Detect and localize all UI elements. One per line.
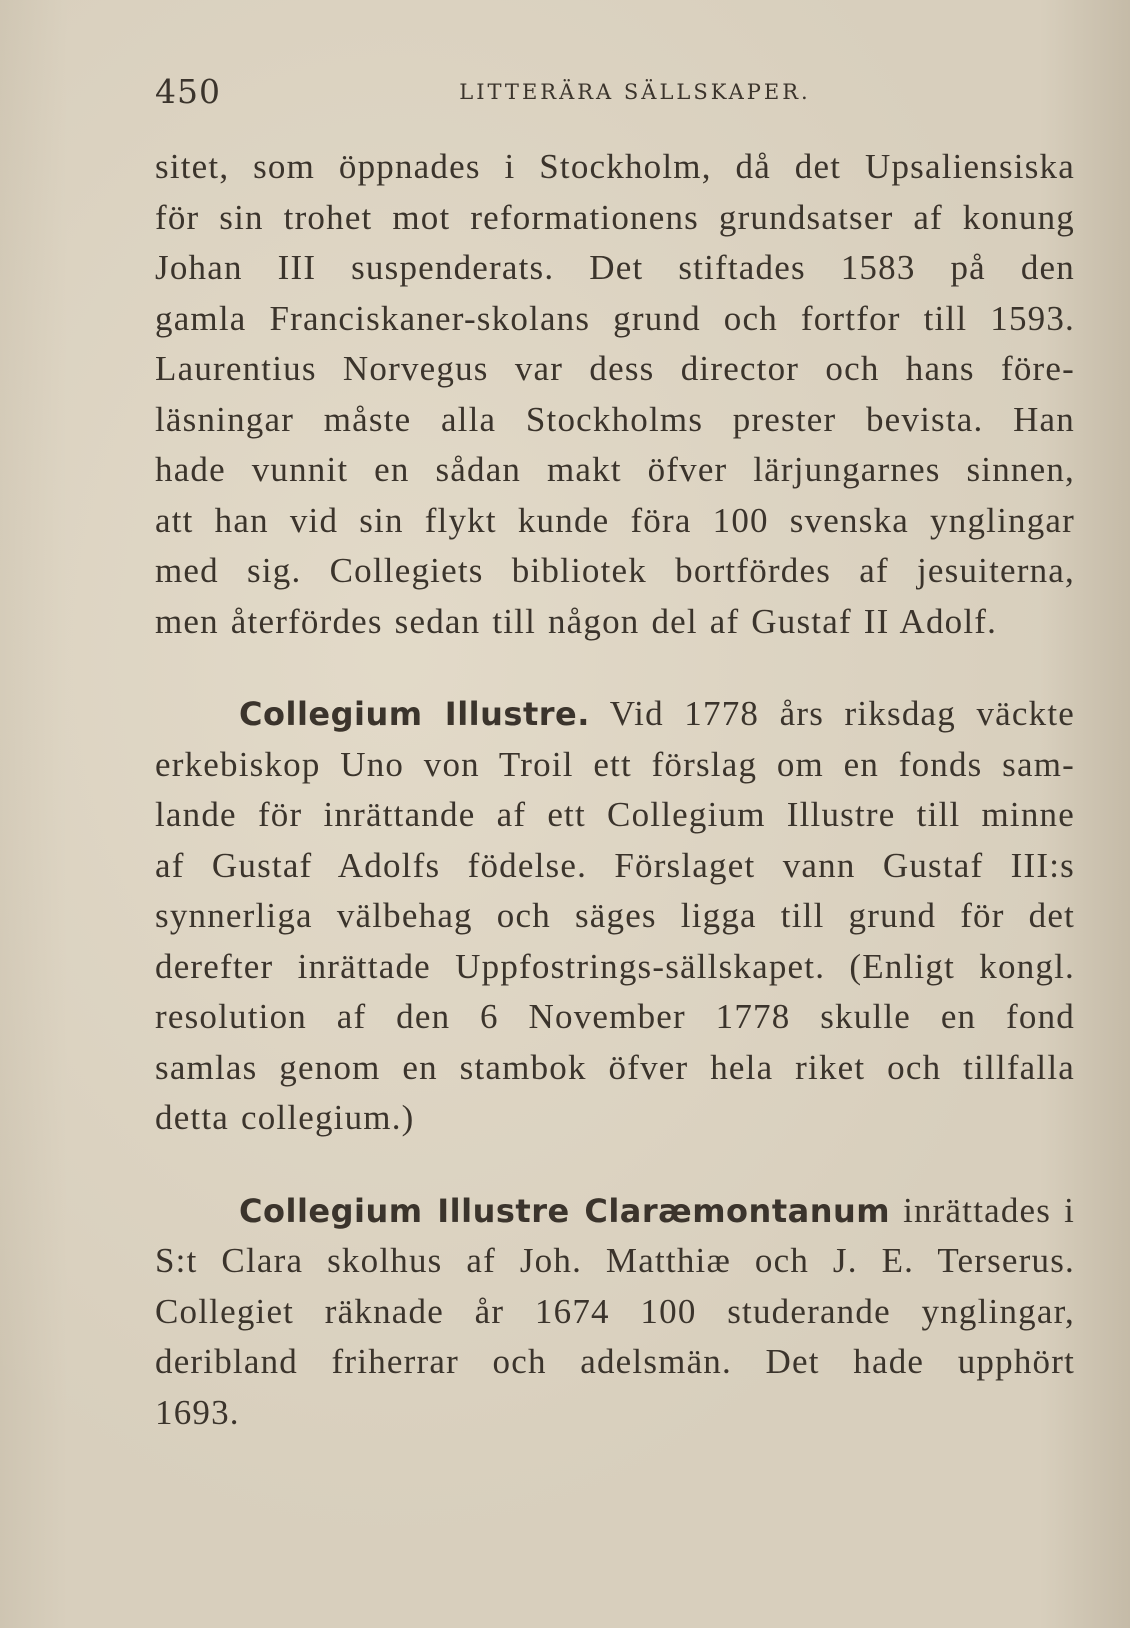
text-line-first [155, 1186, 1075, 1237]
text-line-first [155, 689, 1075, 740]
heading-continuation: Vid 1778 års riksdag väckte [609, 694, 1075, 733]
text-line: hade vunnit en sådan makt öfver lärjungarnes sinnen, [155, 450, 1075, 489]
text-line: erkebiskop Uno von Troil ett förslag om en fonds sam- [155, 744, 1075, 784]
text-line: sitet, som öppnades i Stockholm, då det Upsaliensiska [155, 147, 1075, 186]
running-head-title: LITTERÄRA SÄLLSKAPER. [459, 80, 811, 104]
paragraph-collegium-claraemontanum [155, 1186, 1075, 1439]
text-line: resolution af den 6 November 1778 skulle en fond [155, 997, 1075, 1036]
text-line: derefter inrättade Uppfostrings-sällskapet. (Enligt kongl. [155, 946, 1075, 986]
section-heading: Collegium Illustre. [239, 695, 590, 733]
page-number: 450 [155, 72, 221, 111]
text-line: att han vid sin flykt kunde föra 100 svenska ynglingar [155, 500, 1075, 540]
body-text [155, 142, 1075, 1438]
text-line: gamla Franciskaner-skolans grund och fortfor till 1593. [155, 298, 1075, 338]
text-line: af Gustaf Adolfs födelse. Förslaget vann Gustaf III:s [155, 845, 1075, 885]
heading-continuation: inrättades i [903, 1190, 1075, 1230]
text-line: deribland friherrar och adelsmän. Det hade upphört [155, 1342, 1075, 1381]
paragraph-1 [155, 142, 1075, 647]
text-line: Johan III suspenderats. Det stiftades 1583 på den [155, 248, 1075, 287]
text-line: synnerliga välbehag och säges ligga till grund för det [155, 896, 1075, 935]
text-line: detta collegium.) [155, 1098, 415, 1137]
text-line: Collegiet räknade år 1674 100 studerande ynglingar, [155, 1291, 1075, 1331]
text-line: läsningar måste alla Stockholms prester bevista. Han [155, 399, 1075, 439]
text-line: med sig. Collegiets bibliotek bortfördes af jesuiterna, [155, 551, 1075, 590]
running-head [155, 72, 1075, 122]
text-line: S:t Clara skolhus af Joh. Matthiæ och J. E. Terserus. [155, 1241, 1075, 1280]
text-line: för sin trohet mot reformationens grundsatser af konung [155, 197, 1075, 237]
paragraph-spacer [155, 1144, 1075, 1186]
text-line: men återfördes sedan till någon del af Gustaf II Adolf. [155, 601, 998, 641]
text-line: 1693. [155, 1392, 240, 1432]
text-line: Laurentius Norvegus var dess director och hans före- [155, 349, 1075, 388]
text-line: samlas genom en stambok öfver hela riket och tillfalla [155, 1047, 1075, 1087]
paragraph-collegium-illustre [155, 689, 1075, 1144]
section-heading: Collegium Illustre Claræmontanum [239, 1191, 891, 1230]
text-line: lande för inrättande af ett Collegium Illustre till minne [155, 795, 1075, 834]
paragraph-spacer [155, 647, 1075, 689]
